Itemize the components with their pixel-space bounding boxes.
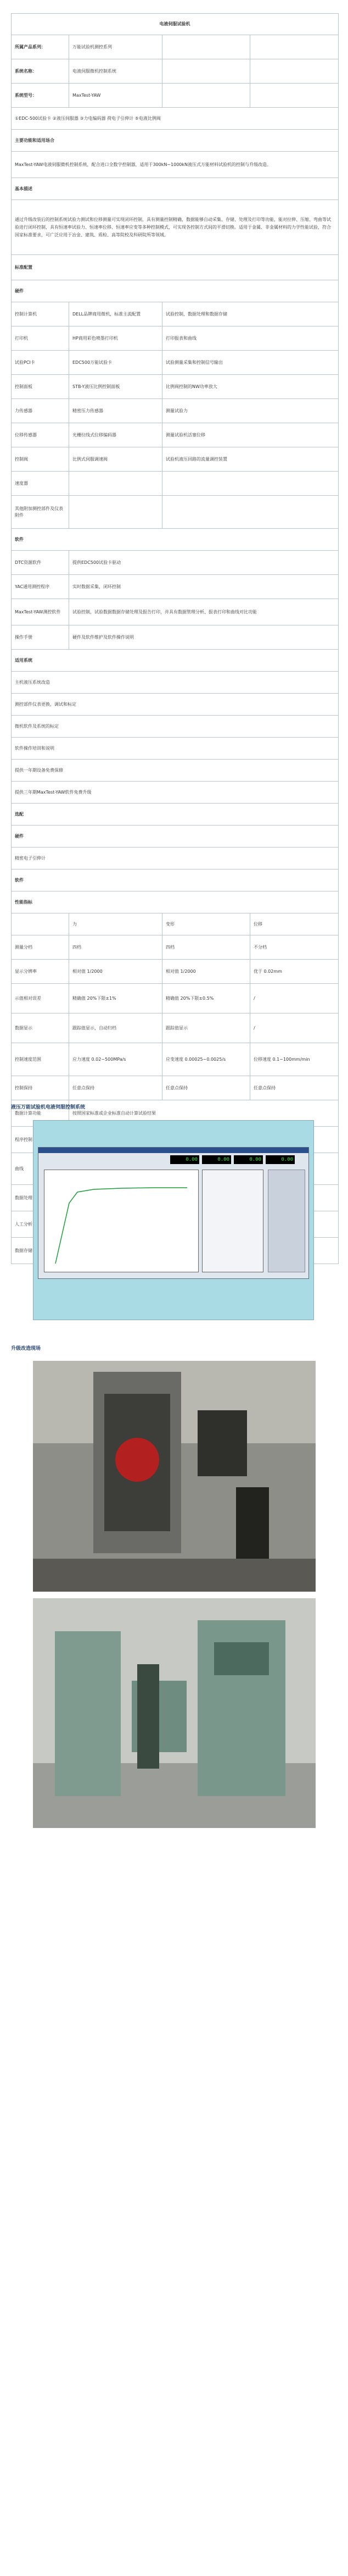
hw-function: 打印报表和曲线 (162, 326, 339, 351)
hw-name: 控制阀 (12, 447, 69, 472)
sw-function: 实时数据采集，闭环控制 (69, 575, 339, 599)
readout-force: 0.00 (170, 1155, 199, 1164)
perf-row (12, 1043, 339, 1076)
sw-name: DTC资源软件 (12, 551, 69, 575)
hw-name: 控制计算机 (12, 302, 69, 326)
usage-item: 软件操作培训和说明 (12, 738, 339, 760)
table-row (12, 152, 339, 178)
func-name: 数据计算功能 (12, 1100, 69, 1127)
perf-cell: 应变速度 0.00025~0.0025/s (162, 1043, 250, 1076)
control-buttons (268, 1170, 305, 1272)
perf-cell: / (250, 1013, 339, 1043)
table-row (12, 529, 339, 551)
perf-cell: 控制速度范围 (12, 1043, 69, 1076)
section-features: 主要功能和适用场合 (12, 130, 339, 152)
perf-header-cell: 位移 (250, 913, 339, 935)
hw-function: 比例阀控制的NW功率放大 (162, 375, 339, 399)
section-option: 选配 (12, 804, 339, 826)
spec-table (11, 13, 339, 1264)
hw-name: 力传感器 (12, 399, 69, 423)
section-option-hardware: 硬件 (12, 826, 339, 847)
spec-document (11, 13, 338, 1264)
section-performance: 性能指标 (12, 891, 339, 913)
table-cell (250, 59, 339, 84)
usage-row (12, 672, 339, 694)
site-photo-2 (33, 1598, 316, 1828)
sw-name: YAC通用测控程序 (12, 575, 69, 599)
table-cell (250, 35, 339, 59)
perf-row (12, 1013, 339, 1043)
perf-row (12, 960, 339, 984)
hw-function: 测量试验机活塞位移 (162, 423, 339, 447)
table-cell (162, 35, 250, 59)
perf-header-cell (12, 913, 69, 935)
info-row (12, 35, 339, 59)
perf-cell: 显示分辨率 (12, 960, 69, 984)
hardware-row (12, 302, 339, 326)
software-row (12, 599, 339, 625)
hardware-row (12, 375, 339, 399)
software-screenshot (33, 1120, 314, 1320)
hw-function: 试验测量采集和控制信号输出 (162, 351, 339, 375)
perf-cell: 任意点保持 (162, 1076, 250, 1100)
table-row (12, 200, 339, 255)
perf-cell: 任意点保持 (250, 1076, 339, 1100)
readout-displacement: 0.00 (234, 1155, 263, 1164)
readout-time: 0.00 (266, 1155, 295, 1164)
func-name: 数据存储 (12, 1238, 69, 1264)
perf-cell: 精确值 20%下限±1% (69, 984, 162, 1013)
hw-name: 试验PCI卡 (12, 351, 69, 375)
readout-deformation: 0.00 (202, 1155, 231, 1164)
site-photo-1-svg (33, 1361, 316, 1592)
photos-title: 升级改造现场 (11, 1346, 41, 1351)
usage-row (12, 760, 339, 782)
func-name: 曲线 (12, 1153, 69, 1185)
hw-function (162, 496, 339, 529)
section-hardware: 硬件 (12, 280, 339, 302)
hardware-row (12, 326, 339, 351)
section-software: 软件 (12, 529, 339, 551)
hw-model (69, 472, 162, 496)
hw-name: 位移传感器 (12, 423, 69, 447)
site-photo-1 (33, 1361, 316, 1592)
page-title: 电液伺服试验机 (12, 14, 339, 35)
usage-item: 提供三年期MaxTest-YAW软件免费升级 (12, 782, 339, 804)
table-row (12, 178, 339, 200)
hw-function: 测量试验力 (162, 399, 339, 423)
table-row (12, 255, 339, 280)
software-row (12, 625, 339, 650)
hw-name: 控制面板 (12, 375, 69, 399)
func-name: 程序控制 (12, 1127, 69, 1153)
usage-row (12, 694, 339, 716)
func-name: 数据处理 (12, 1185, 69, 1211)
load-curve (55, 1188, 187, 1264)
table-cell (162, 84, 250, 108)
table-row (12, 804, 339, 826)
info-value: 电液伺服微机控制系统 (69, 59, 162, 84)
hw-model: 比例式伺服调速阀 (69, 447, 162, 472)
perf-cell: 任意点保持 (69, 1076, 162, 1100)
func-name: 人工分析 (12, 1211, 69, 1238)
table-row (12, 847, 339, 869)
info-label: 系统型号： (12, 84, 69, 108)
perf-cell: 跟踪值显示，自动归档 (69, 1013, 162, 1043)
perf-cell: 控制保持 (12, 1076, 69, 1100)
basic-text: 通过升级改装后的控制系统试验力测试和位移测量可实现闭环控制，具有测量控制精确，数据能够自动采集、存储、处理及打印等功能，能对拉伸、压缩、弯曲等试验进行闭环控制，具有恒速率试验力、恒速率位移、恒速率应变等多种控制模式，可实现各控制方式间的平滑切换。适用于金属、非金属材料的力学性能试验，符合国家标准要求，可广泛应用于冶金、建筑、质检、高等院校及科研院所等领域。 (12, 200, 339, 255)
section-option-software: 软件 (12, 869, 339, 891)
title-row (12, 14, 339, 35)
usage-item: 提供一年期设备免费保修 (12, 760, 339, 782)
table-cell (162, 59, 250, 84)
perf-cell: 跟踪值显示 (162, 1013, 250, 1043)
perf-cell: 相对值 1/2000 (162, 960, 250, 984)
hw-model (69, 496, 162, 529)
curve-svg (44, 1170, 198, 1272)
hw-model: STB-Y液压比例控制面板 (69, 375, 162, 399)
software-window (38, 1147, 309, 1279)
perf-header-cell: 变形 (162, 913, 250, 935)
hardware-row (12, 447, 339, 472)
perf-cell: 测量分档 (12, 935, 69, 960)
table-row (12, 108, 339, 130)
hw-model: HP商用彩色喷墨打印机 (69, 326, 162, 351)
sw-name: MaxTest-YAW测控软件 (12, 599, 69, 625)
perf-cell: / (250, 984, 339, 1013)
section-config: 标准配置 (12, 255, 339, 280)
perf-cell: 示值相对误差 (12, 984, 69, 1013)
sw-function: 提供EDC500试验卡驱动 (69, 551, 339, 575)
table-row (12, 280, 339, 302)
hw-function: 试验控制，数据处理和数据存储 (162, 302, 339, 326)
hardware-row (12, 472, 339, 496)
perf-cell: 位移速度 0.1~100mm/min (250, 1043, 339, 1076)
usage-item: 测控部件仪表更换，调试和标定 (12, 694, 339, 716)
perf-cell: 数据显示 (12, 1013, 69, 1043)
hw-model: DELL品牌商用微机，标准主流配置 (69, 302, 162, 326)
usage-row (12, 738, 339, 760)
table-row (12, 650, 339, 672)
screenshot-title: 液压万能试验机电液伺服控制系统 (11, 1105, 86, 1110)
perf-cell: 相对值 1/2000 (69, 960, 162, 984)
perf-header-row (12, 913, 339, 935)
info-row (12, 59, 339, 84)
intro-line: ①EDC-500试验卡 ②液压伺服器 ③力电编码器 荷电子引伸计 ⑤电液比例阀 (12, 108, 339, 130)
perf-cell: 优于 0.02mm (250, 960, 339, 984)
sw-function: 试验控制，试验数据数据存储处理及报告打印，并具有数据管理分析、报表打印和曲线对比功能 (69, 599, 339, 625)
section-usage: 适用系统 (12, 650, 339, 672)
info-value: 万能试验机测控系列 (69, 35, 162, 59)
option-hardware-item: 精密电子引伸计 (12, 847, 339, 869)
hardware-row (12, 423, 339, 447)
usage-row (12, 716, 339, 738)
hw-name: 速度器 (12, 472, 69, 496)
site-photo-2-svg (33, 1598, 316, 1828)
perf-cell: 四档 (162, 935, 250, 960)
hw-name: 其他附加测控部件及仪表附件 (12, 496, 69, 529)
curve-plot (44, 1170, 199, 1272)
hardware-row (12, 496, 339, 529)
table-row (12, 891, 339, 913)
hardware-row (12, 351, 339, 375)
info-label: 所属产品系列： (12, 35, 69, 59)
section-basic: 基本描述 (12, 178, 339, 200)
info-label: 系统名称： (12, 59, 69, 84)
func-desc: 按照国家标准或企业标准自动计算试验结果 (69, 1100, 339, 1127)
table-row (12, 826, 339, 847)
perf-cell: 精确值 20%下限±0.5% (162, 984, 250, 1013)
hw-model: 光栅拉线式位移编码器 (69, 423, 162, 447)
hw-model: EDC500万能试验卡 (69, 351, 162, 375)
perf-row (12, 935, 339, 960)
software-row (12, 575, 339, 599)
hardware-row (12, 399, 339, 423)
info-value: MaxTest-YAW (69, 84, 162, 108)
table-row (12, 869, 339, 891)
hw-function (162, 472, 339, 496)
perf-cell: 不分档 (250, 935, 339, 960)
info-row (12, 84, 339, 108)
perf-cell: 应力速度 0.02~500MPa/s (69, 1043, 162, 1076)
perf-row (12, 1076, 339, 1100)
features-text: MaxTest-YAW电液伺服微机控制系统，配合进口全数字控制器，适用于300kN~1000kN液压式万能材料试验机的控制与升级改造。 (12, 152, 339, 178)
hw-function: 试验机液压回路的流量调控装置 (162, 447, 339, 472)
software-row (12, 551, 339, 575)
hw-model: 精密压力传感器 (69, 399, 162, 423)
sw-name: 操作手册 (12, 625, 69, 650)
hw-name: 打印机 (12, 326, 69, 351)
perf-header-cell: 力 (69, 913, 162, 935)
usage-item: 主机液压系统改造 (12, 672, 339, 694)
perf-row (12, 984, 339, 1013)
usage-item: 微机软件及系统的标定 (12, 716, 339, 738)
window-titlebar (38, 1148, 308, 1153)
table-row (12, 130, 339, 152)
parameter-panel (202, 1170, 263, 1272)
perf-cell: 四档 (69, 935, 162, 960)
table-cell (250, 84, 339, 108)
sw-function: 硬件及软件维护及软件操作说明 (69, 625, 339, 650)
usage-row (12, 782, 339, 804)
